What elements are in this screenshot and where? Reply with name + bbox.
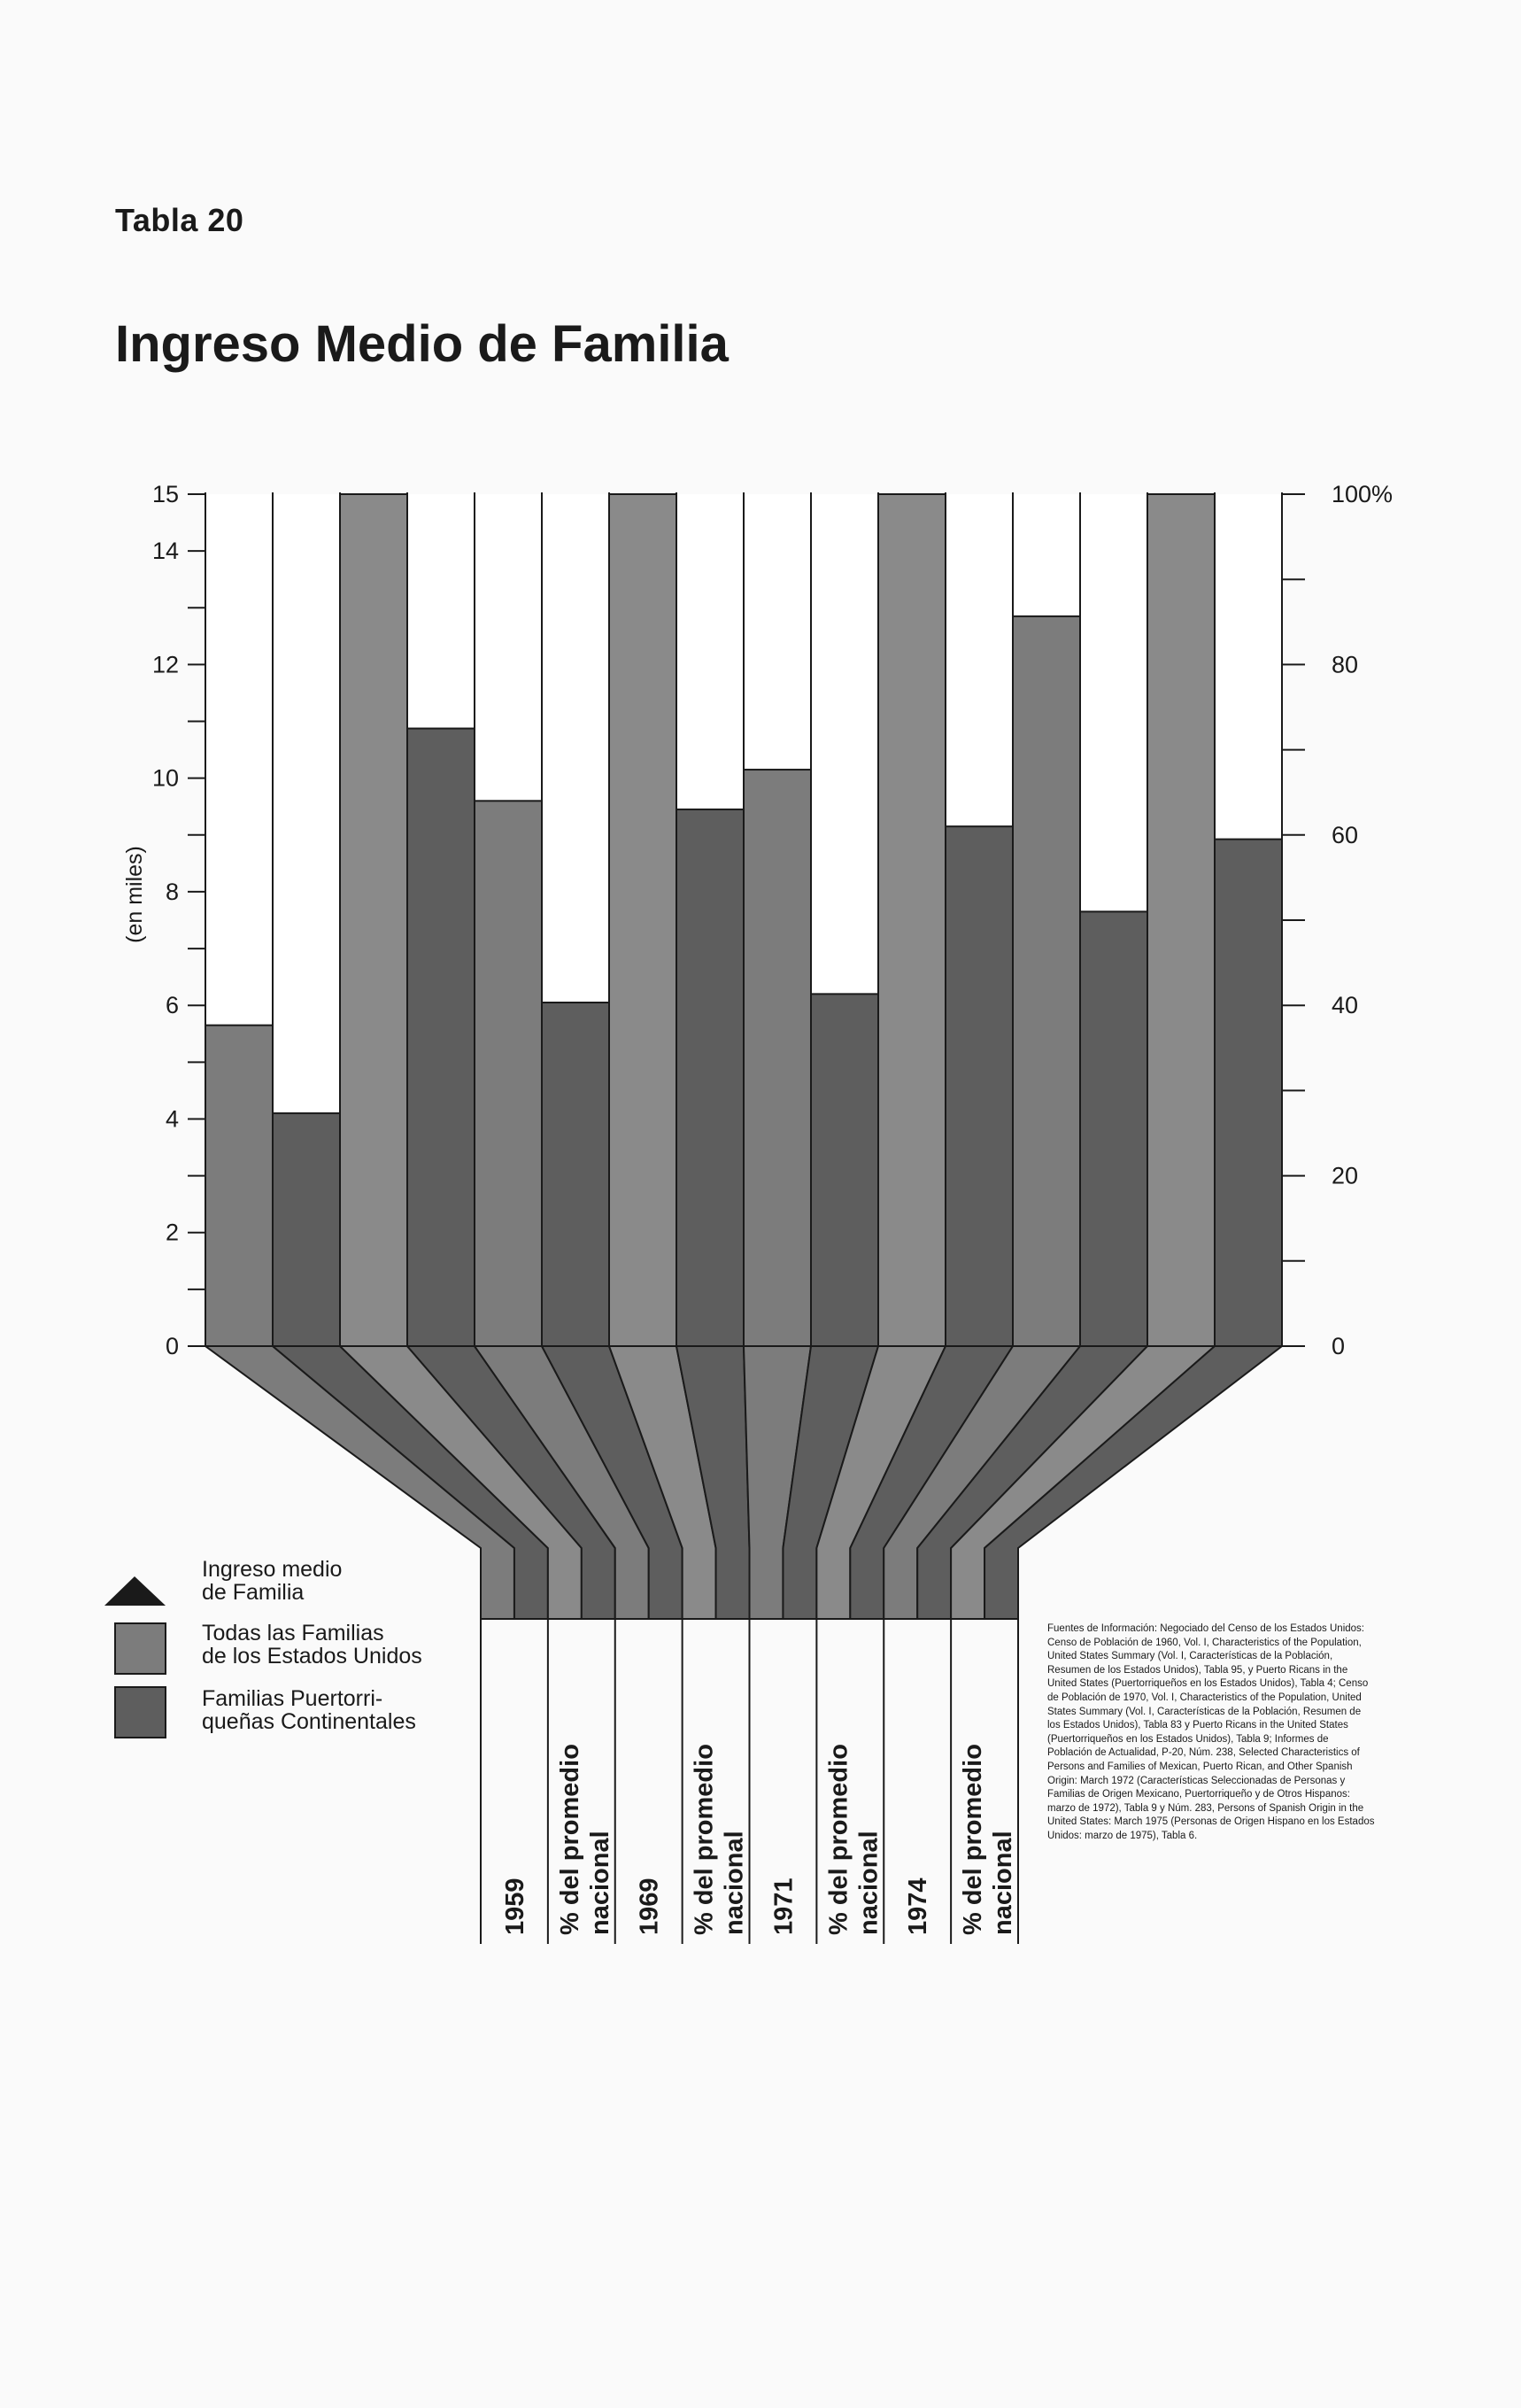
pct-label-line2-1974: nacional <box>989 1831 1018 1935</box>
legend-us-label-1: Todas las Familias <box>202 1621 384 1645</box>
bar-us-pct-1959 <box>340 494 407 1346</box>
y-tick-label-left: 10 <box>151 764 179 792</box>
y-tick-label-left: 0 <box>165 1333 179 1359</box>
y-tick-label-left: 2 <box>165 1219 179 1246</box>
y-tick-label-left: 8 <box>165 878 179 905</box>
legend-triangle-label-1: Ingreso medio <box>202 1557 343 1582</box>
y-tick-label-left: 15 <box>151 481 179 507</box>
bar-pr-pct-1971 <box>946 826 1013 1346</box>
bar-pr-pct-1969 <box>676 809 744 1346</box>
legend-pr-swatch <box>115 1687 166 1738</box>
pct-label-line1-1969: % del promedio <box>690 1744 719 1935</box>
year-label-1971: 1971 <box>769 1878 799 1935</box>
legend-us-label-2: de los Estados Unidos <box>202 1644 422 1669</box>
y-axis-label: (en miles) <box>122 846 147 943</box>
y-tick-label-right: 80 <box>1332 651 1359 678</box>
year-label-1959: 1959 <box>500 1878 529 1935</box>
y-tick-label-left: 12 <box>151 651 179 678</box>
bar-pr-1959 <box>273 1113 340 1346</box>
pct-label-line2-1969: nacional <box>720 1831 749 1935</box>
chart-title: Ingreso Medio de Familia <box>115 315 729 373</box>
y-tick-label-left: 14 <box>151 538 179 565</box>
year-label-1974: 1974 <box>904 1878 933 1935</box>
legend-triangle-icon <box>104 1576 166 1606</box>
bar-us-pct-1971 <box>878 494 946 1346</box>
y-tick-label-right: 60 <box>1332 821 1359 848</box>
pct-label-line2-1971: nacional <box>854 1831 884 1935</box>
sources-text: Fuentes de Información: Negociado del Censo de los Estados Unidos: Censo de Población de 1960, Vol. I, Characteristics of the Population, United States Summary (Vol. I, Características de la Población, Resumen de los Estados Unidos), Tabla 95, y Puerto Ricans in the United States (Puertorriqueños en los Estados Unidos), Tabla 4; Censo de Población de 1970, Vol. I, Characteristics of the Population, United States Summary (Vol. I, Características de la Población, Resumen de los Estados Unidos), Tabla 83 y Puerto Ricans in the United States (Puertorriqueños en los Estados Unidos), Tabla 9; Informes de Población de Actualidad, P-20, Núm. 238, Selected Characteristics of Persons and Families of Mexican, Puerto Rican, and Other Spanish Origin: March 1972 (Características Seleccionadas de Personas y Familias de Origen Mexicano, Puertorriqueño y de Otros Hispanos: marzo de 1972), Tabla 9 y Núm. 283, Persons of Spanish Origin in the United States: March 1975 (Personas de Origen Hispano en los Estados Unidos: marzo de 1975), Tabla 6. <box>1047 1623 1375 1841</box>
pct-label-line1-1974: % del promedio <box>959 1744 988 1935</box>
bar-pr-1974 <box>1080 911 1147 1346</box>
bar-pr-pct-1959 <box>407 729 475 1346</box>
y-tick-label-right: 100% <box>1332 481 1394 507</box>
y-axis-right <box>1282 481 1393 1359</box>
year-label-1969: 1969 <box>635 1878 664 1935</box>
legend <box>104 1557 422 1738</box>
bar-us-1969 <box>475 801 542 1346</box>
bar-us-pct-1969 <box>609 494 676 1346</box>
legend-pr-label-1: Familias Puertorri- <box>202 1686 383 1711</box>
legend-triangle-label-2: de Familia <box>202 1580 305 1605</box>
y-tick-label-right: 0 <box>1332 1333 1346 1359</box>
legend-pr-label-2: queñas Continentales <box>202 1709 416 1734</box>
legend-us-swatch <box>115 1623 166 1674</box>
y-tick-label-left: 4 <box>165 1105 179 1133</box>
bar-us-1971 <box>744 770 811 1346</box>
bar-us-pct-1974 <box>1147 494 1215 1346</box>
pct-label-line1-1971: % del promedio <box>824 1744 853 1935</box>
bar-us-1959 <box>205 1026 273 1346</box>
y-tick-label-right: 40 <box>1332 992 1359 1019</box>
y-tick-label-left: 6 <box>165 992 179 1019</box>
pct-label-line1-1959: % del promedio <box>555 1744 584 1935</box>
bar-pr-1969 <box>542 1003 609 1346</box>
y-axis-left <box>122 481 205 1359</box>
table-number: Tabla 20 <box>115 202 244 238</box>
funnel-connectors <box>205 1346 1282 1619</box>
bar-us-1974 <box>1013 616 1080 1346</box>
pct-label-line2-1959: nacional <box>585 1831 614 1935</box>
bar-pr-pct-1974 <box>1215 840 1282 1346</box>
bar-pr-1971 <box>811 994 878 1346</box>
bottom-labels <box>481 1619 1018 1944</box>
y-tick-label-right: 20 <box>1332 1162 1359 1189</box>
bars <box>205 492 1282 1346</box>
